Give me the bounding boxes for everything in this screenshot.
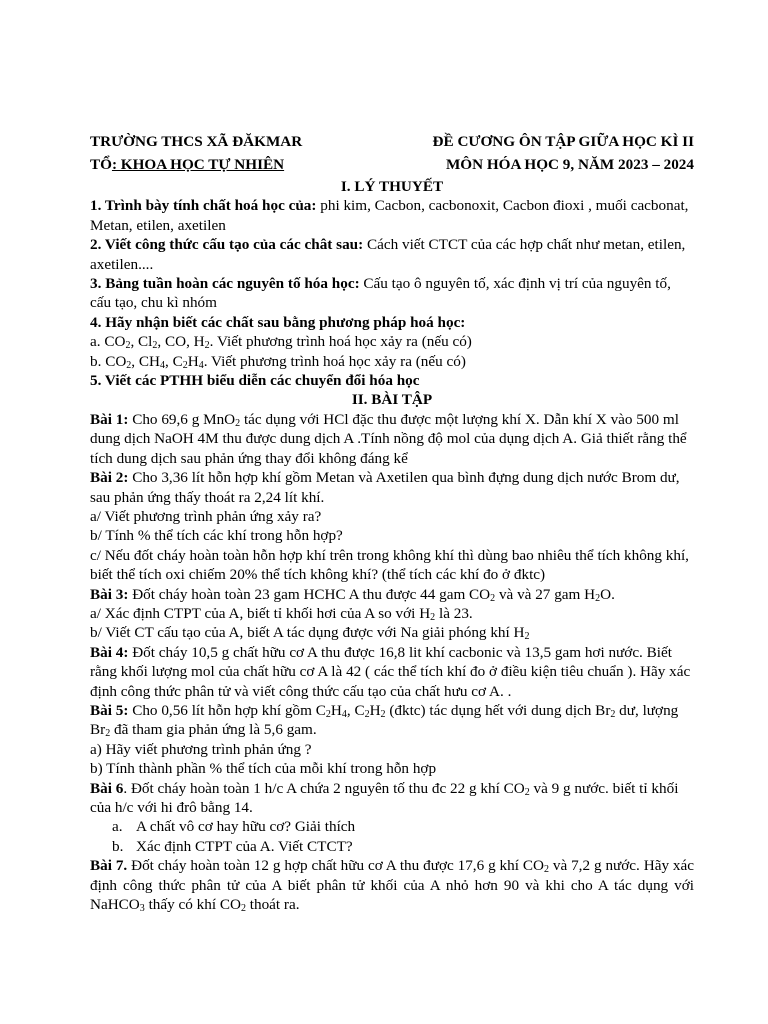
section-title-exercises: II. BÀI TẬP xyxy=(351,391,433,409)
section-title-theory: I. LÝ THUYẾT xyxy=(340,178,444,195)
subject-year: MÔN HÓA HỌC 9, NĂM 2023 – 2024 xyxy=(445,156,694,173)
exercise-4: Bài 4: Đốt cháy 10,5 g chất hữu cơ A thu được 16,8 lit khí cacbonic và 13,5 gam hơi nước. Biết rằng khối lượng mol của chất hữu cơ A là 42 ( các thể tích khí đo ở điều kiện tiêu chuẩn ). Hãy xác định công thức phân tử và viết công thức cấu tạo của chất hưu cơ A. . xyxy=(90,643,691,700)
exercise-1: Bài 1: Cho 69,6 g MnO$_2$ tác dụng với HCl đặc thu được một lượng khí X. Dẫn khí X vào 500 ml dung dịch NaOH 4M thu được dung dịch A .Tính nồng độ mol của dụng dịch A. Giả thiết rằng thể tích dung dịch sau phản ứng thay đổi không đáng kể xyxy=(90,410,687,467)
exercise-2a: a/ Viết phương trình phản ứng xảy ra? xyxy=(90,507,322,525)
exercise-3b: b/ Viết CT cấu tạo của A, biết A tác dụng được với Na giải phóng khí $H_2$ xyxy=(90,624,530,643)
exercise-7: Bài 7. Đốt cháy hoàn toàn 12 g hợp chất hữu cơ A thu được 17,6 g khí $CO_2$ và 7,2 g nước. Hãy xác định công thức phân tử của A biết phân tử khối của A nhỏ hơn 90 và khi cho A tác dụng với NaHCO$_3$ thấy có khí $CO_2$ thoát ra. xyxy=(90,857,694,915)
exercise-2c: c/ Nếu đốt cháy hoàn toàn hỗn hợp khí trên trong không khí thì dùng bao nhiêu thể tích không khí, biết thể tích oxi chiếm 20% thể tích không khí? (thể tích các khí đo ở đktc) xyxy=(90,546,689,584)
exercise-6a: a. A chất vô cơ hay hữu cơ? Giải thích xyxy=(112,818,356,836)
exercise-5a: a) Hãy viết phương trình phản ứng ? xyxy=(90,740,312,758)
exercise-2: Bài 2: Cho 3,36 lít hỗn hợp khí gồm Metan và Axetilen qua bình đựng dung dịch nước Brom dư, sau phản ứng thấy thoát ra 2,24 lít khí. xyxy=(90,469,680,506)
theory-q5: 5. Viết các PTHH biểu diễn các chuyển đổi hóa học xyxy=(90,372,420,390)
exercise-6: Bài 6. Đốt cháy hoàn toàn 1 h/c A chứa 2 nguyên tố thu đc 22 g khí $CO_2$ và 9 g nước. biết tỉ khối của h/c với hi đrô bằng 14. xyxy=(90,779,679,816)
exercise-5b: b) Tính thành phần % thể tích của mỗi khí trong hỗn hợp xyxy=(90,760,437,778)
theory-q4: 4. Hãy nhận biết các chất sau bằng phương pháp hoá học: xyxy=(90,313,466,331)
theory-q4b: b. $CO_2$, $CH_4$, $C_2H_4$. Viết phương trình hoá học xảy ra (nếu có) xyxy=(90,352,466,371)
theory-q4a: a. $CO_2$, $Cl_2$, CO, $H_2$. Viết phương trình hoá học xảy ra (nếu có) xyxy=(90,333,472,352)
school-name: TRƯỜNG THCS XÃ ĐĂKMAR xyxy=(90,133,303,150)
exercise-3: Bài 3: Đốt cháy hoàn toàn 23 gam HCHC A thu được 44 gam $CO_2$ và và 27 gam $H_2O$. xyxy=(90,585,615,604)
theory-q1: 1. Trình bày tính chất hoá học của: phi kim, Cacbon, cacbonoxit, Cacbon đioxi , muối cacbonat, Metan, etilen, axetilen xyxy=(90,197,689,234)
theory-q2: 2. Viết công thức cấu tạo của các chât sau: Cách viết CTCT của các hợp chất như metan, etilen, axetilen.... xyxy=(90,236,686,273)
document-body xyxy=(90,177,694,914)
department: TỔ: KHOA HỌC TỰ NHIÊN xyxy=(90,156,285,173)
exercise-5: Bài 5: Cho 0,56 lít hỗn hợp khí gồm $C_2H_4$, $C_2H_2$ (đktc) tác dụng hết với dung dịch $Br_2$ dư, lượng $Br_2$ đã tham gia phản ứng là 5,6 gam. xyxy=(90,701,679,740)
theory-q3: 3. Bảng tuần hoàn các nguyên tố hóa học: Cấu tạo ô nguyên tố, xác định vị trí của nguyên tố, cấu tạo, chu kì nhóm xyxy=(90,275,671,312)
exercise-2b: b/ Tính % thể tích các khí trong hỗn hợp? xyxy=(90,527,343,545)
exercise-6b: b. Xác định CTPT của A. Viết CTCT? xyxy=(112,837,353,855)
exam-title: ĐỀ CƯƠNG ÔN TẬP GIỮA HỌC KÌ II xyxy=(432,133,694,150)
exercise-3a: a/ Xác định CTPT của A, biết tỉ khối hơi của A so với $H_2$ là 23. xyxy=(90,604,473,623)
